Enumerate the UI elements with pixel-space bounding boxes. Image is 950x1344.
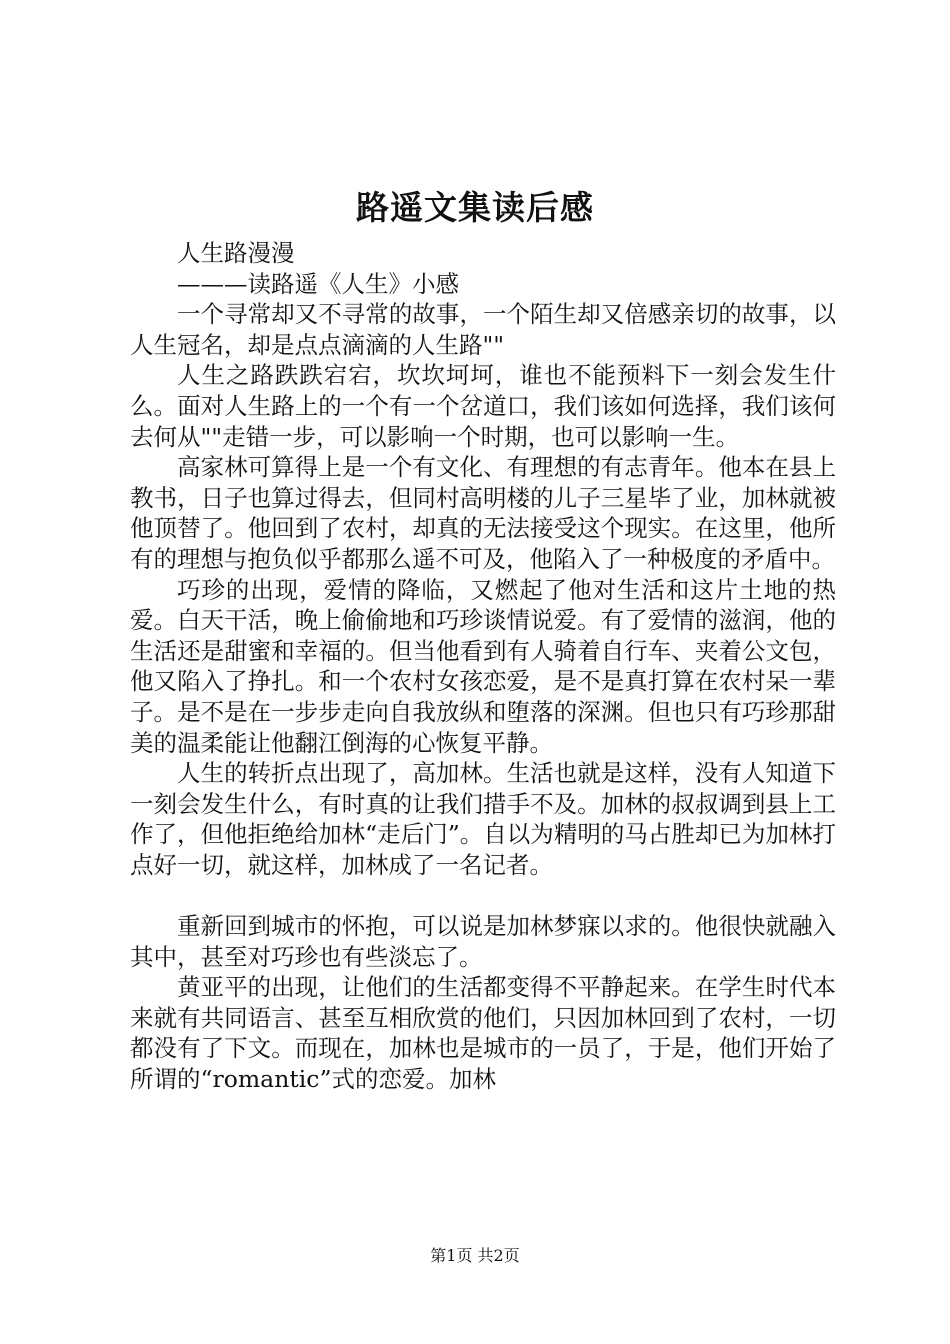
body-paragraph: 人生之路跌跌宕宕，坎坎坷坷，谁也不能预料下一刻会发生什么。面对人生路上的一个有一个岔道口，我们该如何选择，我们该何去何从""走错一步，可以影响一个时期，也可以影响一生。 [130, 361, 836, 451]
subtitle-byline: ———读路遥《人生》小感 [177, 269, 459, 298]
body-paragraph: 人生的转折点出现了，高加林。生活也就是这样，没有人知道下一刻会发生什么，有时真的让我们措手不及。加林的叔叔调到县上工作了，但他拒绝给加林“走后门”。自以为精明的马占胜却已为加林打点好一切，就这样，加林成了一名记者。 [130, 759, 836, 879]
page-footer: 第1页 共2页 [430, 1246, 520, 1265]
body-paragraph: 巧珍的出现，爱情的降临，又燃起了他对生活和这片土地的热爱。白天干活，晚上偷偷地和巧珍谈情说爱。有了爱情的滋润，他的生活还是甜蜜和幸福的。但当他看到有人骑着自行车、夹着公文包，他又陷入了挣扎。和一个农村女孩恋爱，是不是真打算在农村呆一辈子。是不是在一步步走向自我放纵和堕落的深渊。但也只有巧珍那甜美的温柔能让他翻江倒海的心恢复平静。 [130, 575, 836, 757]
body-paragraph: 高家林可算得上是一个有文化、有理想的有志青年。他本在县上教书，日子也算过得去，但同村高明楼的儿子三星毕了业，加林就被他顶替了。他回到了农村，却真的无法接受这个现实。在这里，他所有的理想与抱负似乎都那么遥不可及，他陷入了一种极度的矛盾中。 [130, 453, 836, 573]
body-paragraph: 重新回到城市的怀抱，可以说是加林梦寐以求的。他很快就融入其中，甚至对巧珍也有些淡忘了。 [130, 912, 836, 971]
blank-line [130, 880, 836, 911]
body-paragraph: 黄亚平的出现，让他们的生活都变得不平静起来。在学生时代本来就有共同语言、甚至互相欣赏的他们，只因加林回到了农村，一切都没有了下文。而现在，加林也是城市的一员了，于是，他们开始了所谓的“romantic”式的恋爱。加林 [130, 973, 836, 1094]
subtitle-line: 人生路漫漫 [177, 239, 295, 267]
body-paragraph: 一个寻常却又不寻常的故事，一个陌生却又倍感亲切的故事，以人生冠名，却是点点滴滴的人生路"" [130, 300, 836, 359]
document-body [130, 238, 836, 1095]
document-title: 路遥文集读后感 [356, 188, 594, 227]
